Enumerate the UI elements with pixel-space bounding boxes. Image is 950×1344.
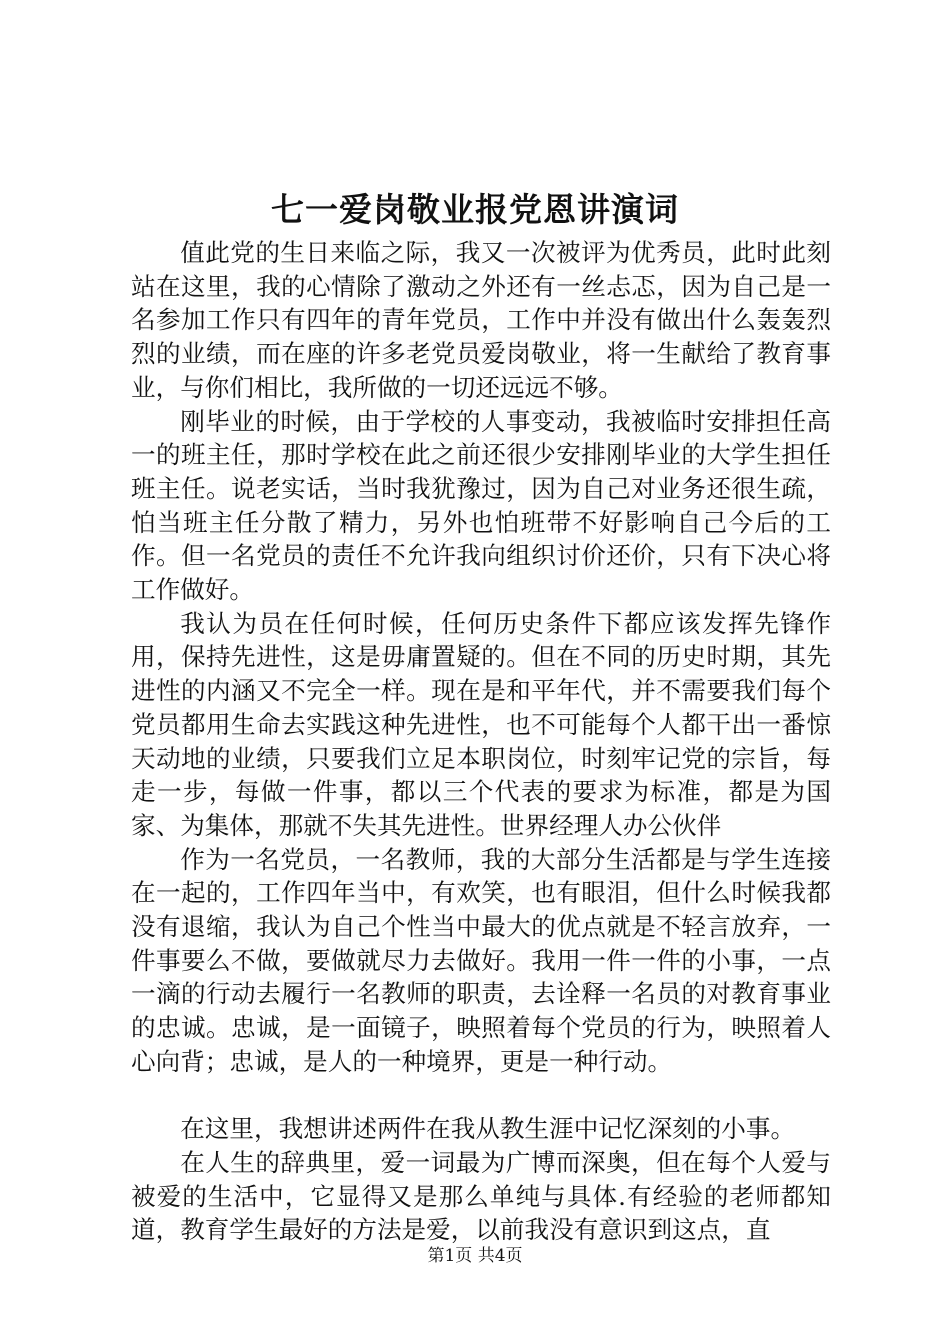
paragraph: 在人生的辞典里，爱一词最为广博而深奥，但在每个人爱与被爱的生活中，它显得又是那么单纯与具体.有经验的老师都知道，教育学生最好的方法是爱，以前我没有意识到这点，直 bbox=[131, 1147, 831, 1245]
document-body bbox=[131, 236, 831, 1247]
page-footer: 第1页 共4页 bbox=[427, 1246, 523, 1266]
paragraph: 值此党的生日来临之际，我又一次被评为优秀员，此时此刻站在这里，我的心情除了激动之外还有一丝忐忑，因为自己是一名参加工作只有四年的青年党员，工作中并没有做出什么轰轰烈烈的业绩，而在座的许多老党员爱岗敬业，将一生献给了教育事业，与你们相比，我所做的一切还远远不够。 bbox=[131, 238, 831, 402]
paragraph: 刚毕业的时候，由于学校的人事变动，我被临时安排担任高一的班主任，那时学校在此之前还很少安排刚毕业的大学生担任班主任。说老实话，当时我犹豫过，因为自己对业务还很生疏，怕当班主任分散了精力，另外也怕班带不好影响自己今后的工作。但一名党员的责任不允许我向组织讨价还价，只有下决心将工作做好。 bbox=[131, 406, 831, 605]
paragraph: 作为一名党员，一名教师，我的大部分生活都是与学生连接在一起的，工作四年当中，有欢笑，也有眼泪，但什么时候我都没有退缩，我认为自己个性当中最大的优点就是不轻言放弃，一件事要么不做，要做就尽力去做好。我用一件一件的小事，一点一滴的行动去履行一名教师的职责，去诠释一名员的对教育事业的忠诚。忠诚，是一面镜子，映照着每个党员的行为，映照着人心向背；忠诚，是人的一种境界，更是一种行动。 bbox=[131, 844, 831, 1076]
document-title: 七一爱岗敬业报党恩讲演词 bbox=[271, 190, 679, 229]
paragraph: 在这里，我想讲述两件在我从教生涯中记忆深刻的小事。 bbox=[180, 1114, 796, 1144]
paragraph: 我认为员在任何时候，任何历史条件下都应该发挥先锋作用，保持先进性，这是毋庸置疑的。但在不同的历史时期，其先进性的内涵又不完全一样。现在是和平年代，并不需要我们每个党员都用生命去实践这种先进性，也不可能每个人都干出一番惊天动地的业绩，只要我们立足本职岗位，时刻牢记党的宗旨，每走一步，每做一件事，都以三个代表的要求为标准，都是为国家、为集体，那就不失其先进性。世界经理人办公伙伴 bbox=[131, 608, 831, 840]
